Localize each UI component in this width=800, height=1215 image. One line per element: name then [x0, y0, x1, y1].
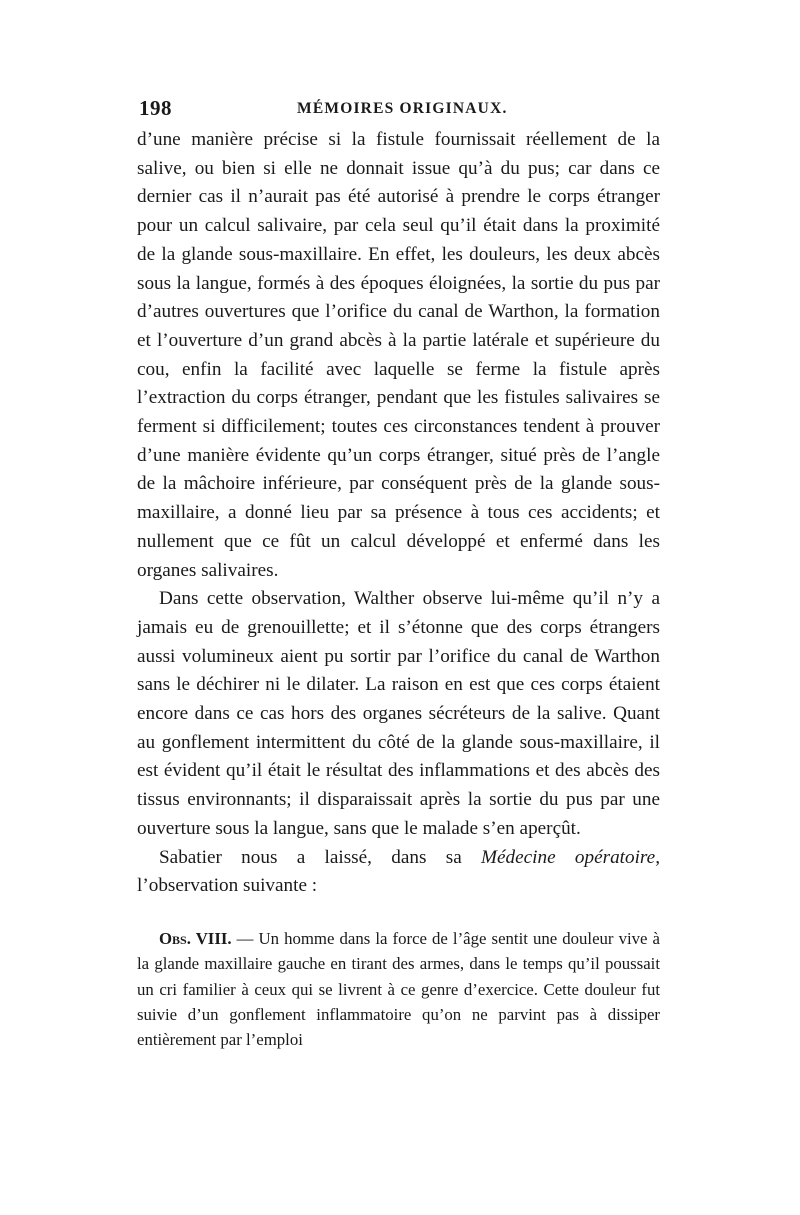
- paragraph-1: d’une manière précise si la fistule fournissait réellement de la salive, ou bien si elle ne donnait issue qu’à du pus; car dans ce dernier cas il n’aurait pas été autorisé à prendre le corps étranger pour un calcul salivaire, par cela seul qu’il était dans la proximité de la glande sous-maxillaire. En effet, les douleurs, les deux abcès sous la langue, formés à des époques éloignées, la sortie du pus par d’autres ouvertures que l’orifice du canal de Warthon, la formation et l’ouverture d’un grand abcès à la partie latérale et supérieure du cou, enfin la facilité avec laquelle se ferme la fistule après l’extraction du corps étranger, pendant que les fistules salivaires se ferment si difficilement; toutes ces circonstances tendent à prouver d’une manière évidente qu’un corps étranger, situé près de l’angle de la mâchoire inférieure, par conséquent près de la glande sous-maxillaire, a donné lieu par sa présence à tous ces accidents; et nullement que ce fût un calcul développé et enfermé dans les organes salivaires.: [137, 129, 660, 581]
- book-page: [137, 96, 660, 1052]
- observation-label: Obs. VIII.: [159, 928, 232, 948]
- observation-8: [137, 926, 660, 1052]
- running-title: MÉMOIRES ORIGINAUX.: [297, 100, 508, 117]
- paragraph-2: Dans cette observation, Walther observe lui-même qu’il n’y a jamais eu de grenouillette; et il s’étonne que des corps étrangers aussi volumineux aient pu sortir par l’orifice du canal de Warthon sans le déchirer ni le dilater. La raison en est que ces corps étaient encore dans ce cas hors des organes sécréteurs de la salive. Quant au gonflement intermittent du côté de la glande sous-maxillaire, il est évident qu’il était le résultat des inflammations et des abcès des tissus environnants; il disparaissait après la sortie du pus par une ouverture sous la langue, sans que le malade s’en aperçût.: [137, 588, 660, 839]
- book-title: Médecine opératoire,: [481, 846, 660, 868]
- observation-text: — Un homme dans la force de l’âge sentit une douleur vive à la glande maxillaire gauche en tirant des armes, dans le temps qu’il poussait un cri familier à ceux qui se livrent à ce genre d’exercice. Cette douleur fut suivie d’un gonflement inflammatoire qu’on ne parvint pas à dissiper entièrement par l’emploi: [137, 928, 660, 1050]
- paragraph-3-start: Sabatier nous a laissé, dans sa: [159, 846, 482, 868]
- page-number: 198: [139, 96, 172, 120]
- paragraph-3: [137, 844, 660, 901]
- section-gap: [137, 901, 660, 926]
- running-head: [137, 96, 660, 124]
- paragraph-3-end: l’observation suivante :: [137, 875, 318, 897]
